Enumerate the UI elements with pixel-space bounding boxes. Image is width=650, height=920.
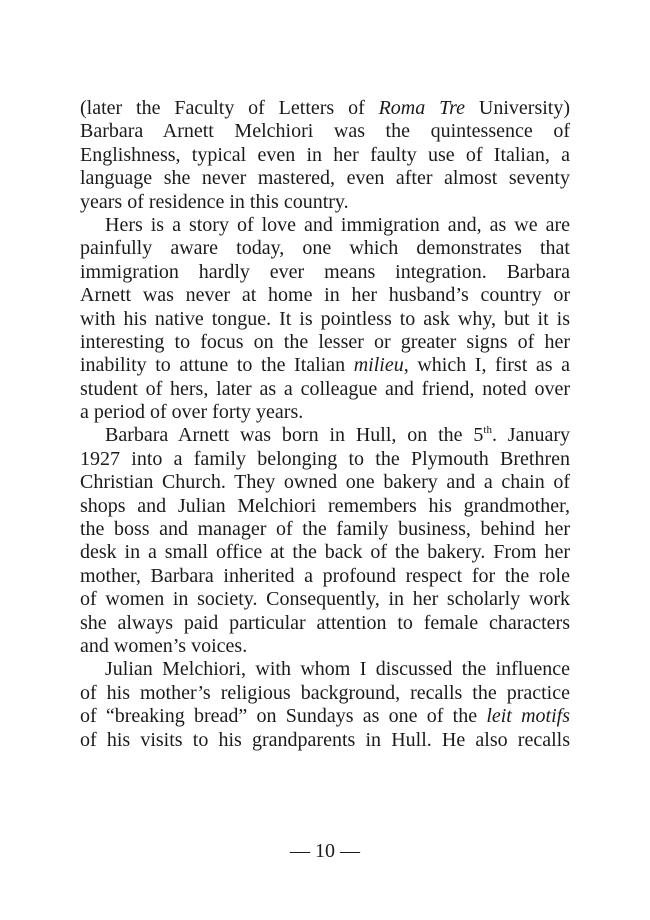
text-line <box>80 541 570 564</box>
text-run: Arnett was never at home in her husband’s country or <box>80 284 570 307</box>
italic-span: milieu <box>353 354 404 377</box>
body-text <box>80 97 570 752</box>
text-run: shops and Julian Melchiori remembers his grandmother, <box>80 494 570 517</box>
text-run: the boss and manager of the family business, behind her <box>80 518 570 541</box>
text-line <box>80 612 570 635</box>
text-run: of his visits to his grandparents in Hull. He also recalls <box>80 728 570 751</box>
text-line <box>80 167 570 190</box>
text-line <box>80 658 570 681</box>
text-line <box>80 565 570 588</box>
text-run: and women’s voices. <box>80 634 248 657</box>
paragraph <box>80 424 570 658</box>
text-run: 1927 into a family belonging to the Plymouth Brethren <box>80 447 570 470</box>
text-run: of women in society. Consequently, in her scholarly work <box>80 588 570 611</box>
text-line <box>80 705 570 728</box>
text-line <box>80 471 570 494</box>
italic-span: Roma Tre <box>378 97 466 119</box>
text-run: with his native tongue. It is pointless to ask why, but it is <box>80 307 570 330</box>
text-line <box>80 331 570 354</box>
text-run: Barbara Arnett Melchiori was the quintessence of <box>80 120 570 143</box>
text-run: painfully aware today, one which demonstrates that <box>80 237 570 260</box>
italic-span: leit motifs <box>486 705 570 728</box>
text-run: of his mother’s religious background, recalls the practice <box>80 681 570 704</box>
text-line <box>80 214 570 237</box>
paragraph <box>80 214 570 425</box>
text-line <box>80 495 570 518</box>
text-line <box>80 635 570 658</box>
page-number: — 10 — <box>290 840 360 862</box>
text-line <box>80 424 570 447</box>
text-line <box>80 261 570 284</box>
superscript: th <box>483 424 492 437</box>
text-line <box>80 448 570 471</box>
text-line <box>80 284 570 307</box>
text-line <box>80 144 570 167</box>
text-line <box>80 729 570 752</box>
text-run: interesting to focus on the lesser or greater signs of her <box>80 330 570 353</box>
text-run: she always paid particular attention to female characters <box>80 611 570 634</box>
text-run: . January <box>491 424 570 447</box>
text-run: Hers is a story of love and immigration and, as we are <box>105 213 570 236</box>
text-run: , which I, first as a <box>403 354 570 377</box>
paragraph <box>80 97 570 214</box>
text-run: desk in a small office at the back of the bakery. From her <box>80 541 570 564</box>
text-line <box>80 97 570 120</box>
text-line <box>80 682 570 705</box>
text-run: Barbara Arnett was born in Hull, on the 5 <box>105 424 484 447</box>
text-run: Englishness, typical even in her faulty use of Italian, a <box>80 143 570 166</box>
text-run: years of residence in this country. <box>80 190 349 213</box>
text-run: inability to attune to the Italian <box>80 354 354 377</box>
text-run: mother, Barbara inherited a profound respect for the role <box>80 564 570 587</box>
text-line <box>80 588 570 611</box>
text-line <box>80 378 570 401</box>
text-run: student of hers, later as a colleague and friend, noted over <box>80 377 570 400</box>
text-run: language she never mastered, even after almost seventy <box>80 167 570 190</box>
text-run: a period of over forty years. <box>80 401 304 424</box>
text-line <box>80 308 570 331</box>
text-run: of “breaking bread” on Sundays as one of the <box>80 705 487 728</box>
text-run: (later the Faculty of Letters of <box>80 97 379 119</box>
text-line <box>80 191 570 214</box>
paragraph <box>80 658 570 752</box>
text-line <box>80 518 570 541</box>
text-run: Christian Church. They owned one bakery and a chain of <box>80 471 570 494</box>
text-line <box>80 120 570 143</box>
text-run: University) <box>465 97 570 119</box>
text-run: immigration hardly ever means integration. Barbara <box>80 260 570 283</box>
text-run: Julian Melchiori, with whom I discussed the influence <box>105 658 570 681</box>
text-line <box>80 401 570 424</box>
text-line <box>80 237 570 260</box>
text-line <box>80 354 570 377</box>
